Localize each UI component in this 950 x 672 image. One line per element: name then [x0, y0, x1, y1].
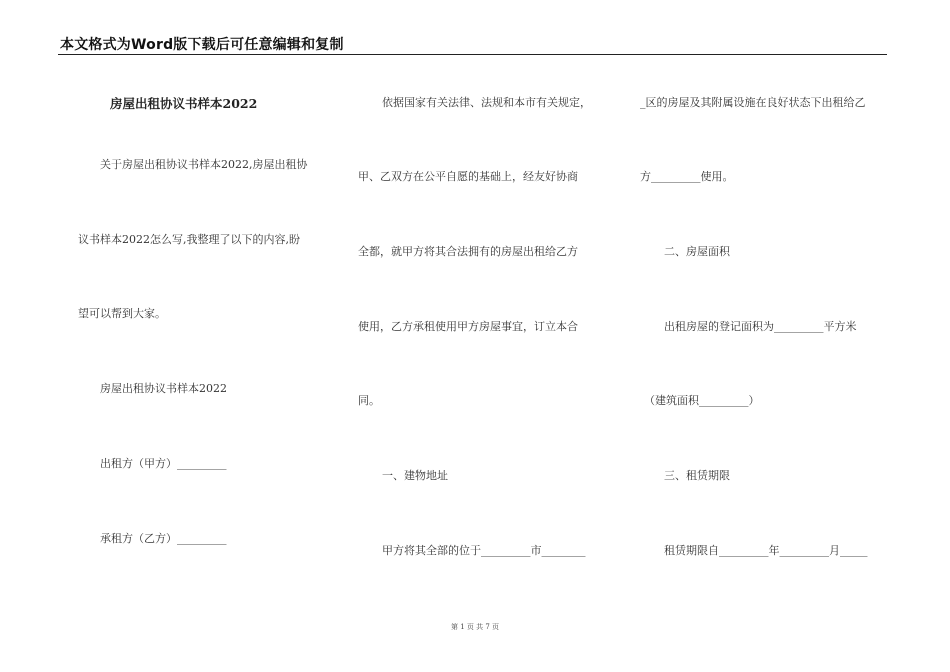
- header-divider: [58, 54, 887, 55]
- preamble-line-2: 甲、乙双方在公平自愿的基础上，经友好协商: [358, 170, 578, 183]
- section-2-heading: 二、房屋面积: [664, 245, 730, 258]
- intro-line-2: 议书样本2022怎么写,我整理了以下的内容,盼: [78, 233, 300, 246]
- section-3-text: 租赁期限自_________年_________月_____: [664, 544, 868, 557]
- document-title: 房屋出租协议书样本2022: [110, 96, 258, 111]
- section-1-continued-line-2: 方_________使用。: [640, 170, 734, 183]
- preamble-line-4: 使用，乙方承租使用甲方房屋事宜，订立本合: [358, 320, 578, 333]
- section-1-continued-line-1: _区的房屋及其附属设施在良好状态下出租给乙: [640, 96, 866, 109]
- document-header-title: 本文格式为Word版下载后可任意编辑和复制: [60, 37, 344, 53]
- section-2-note: （建筑面积_________）: [644, 394, 760, 407]
- intro-line-1: 关于房屋出租协议书样本2022,房屋出租协: [100, 158, 308, 171]
- party-b-line: 承租方（乙方）_________: [100, 532, 227, 545]
- preamble-line-5: 同。: [358, 394, 380, 407]
- intro-line-3: 望可以帮到大家。: [78, 307, 166, 320]
- section-1-text: 甲方将其全部的位于_________市________: [382, 544, 586, 557]
- preamble-line-3: 全都，就甲方将其合法拥有的房屋出租给乙方: [358, 245, 578, 258]
- section-2-text: 出租房屋的登记面积为_________平方米: [664, 320, 857, 333]
- preamble-line-1: 依据国家有关法律、法规和本市有关规定，: [382, 96, 591, 109]
- section-3-heading: 三、租赁期限: [664, 469, 730, 482]
- agreement-subtitle: 房屋出租协议书样本2022: [100, 382, 227, 395]
- party-a-line: 出租方（甲方）_________: [100, 457, 227, 470]
- section-1-heading: 一、建物地址: [382, 469, 448, 482]
- page-number-footer: 第 1 页 共 7 页: [450, 623, 500, 631]
